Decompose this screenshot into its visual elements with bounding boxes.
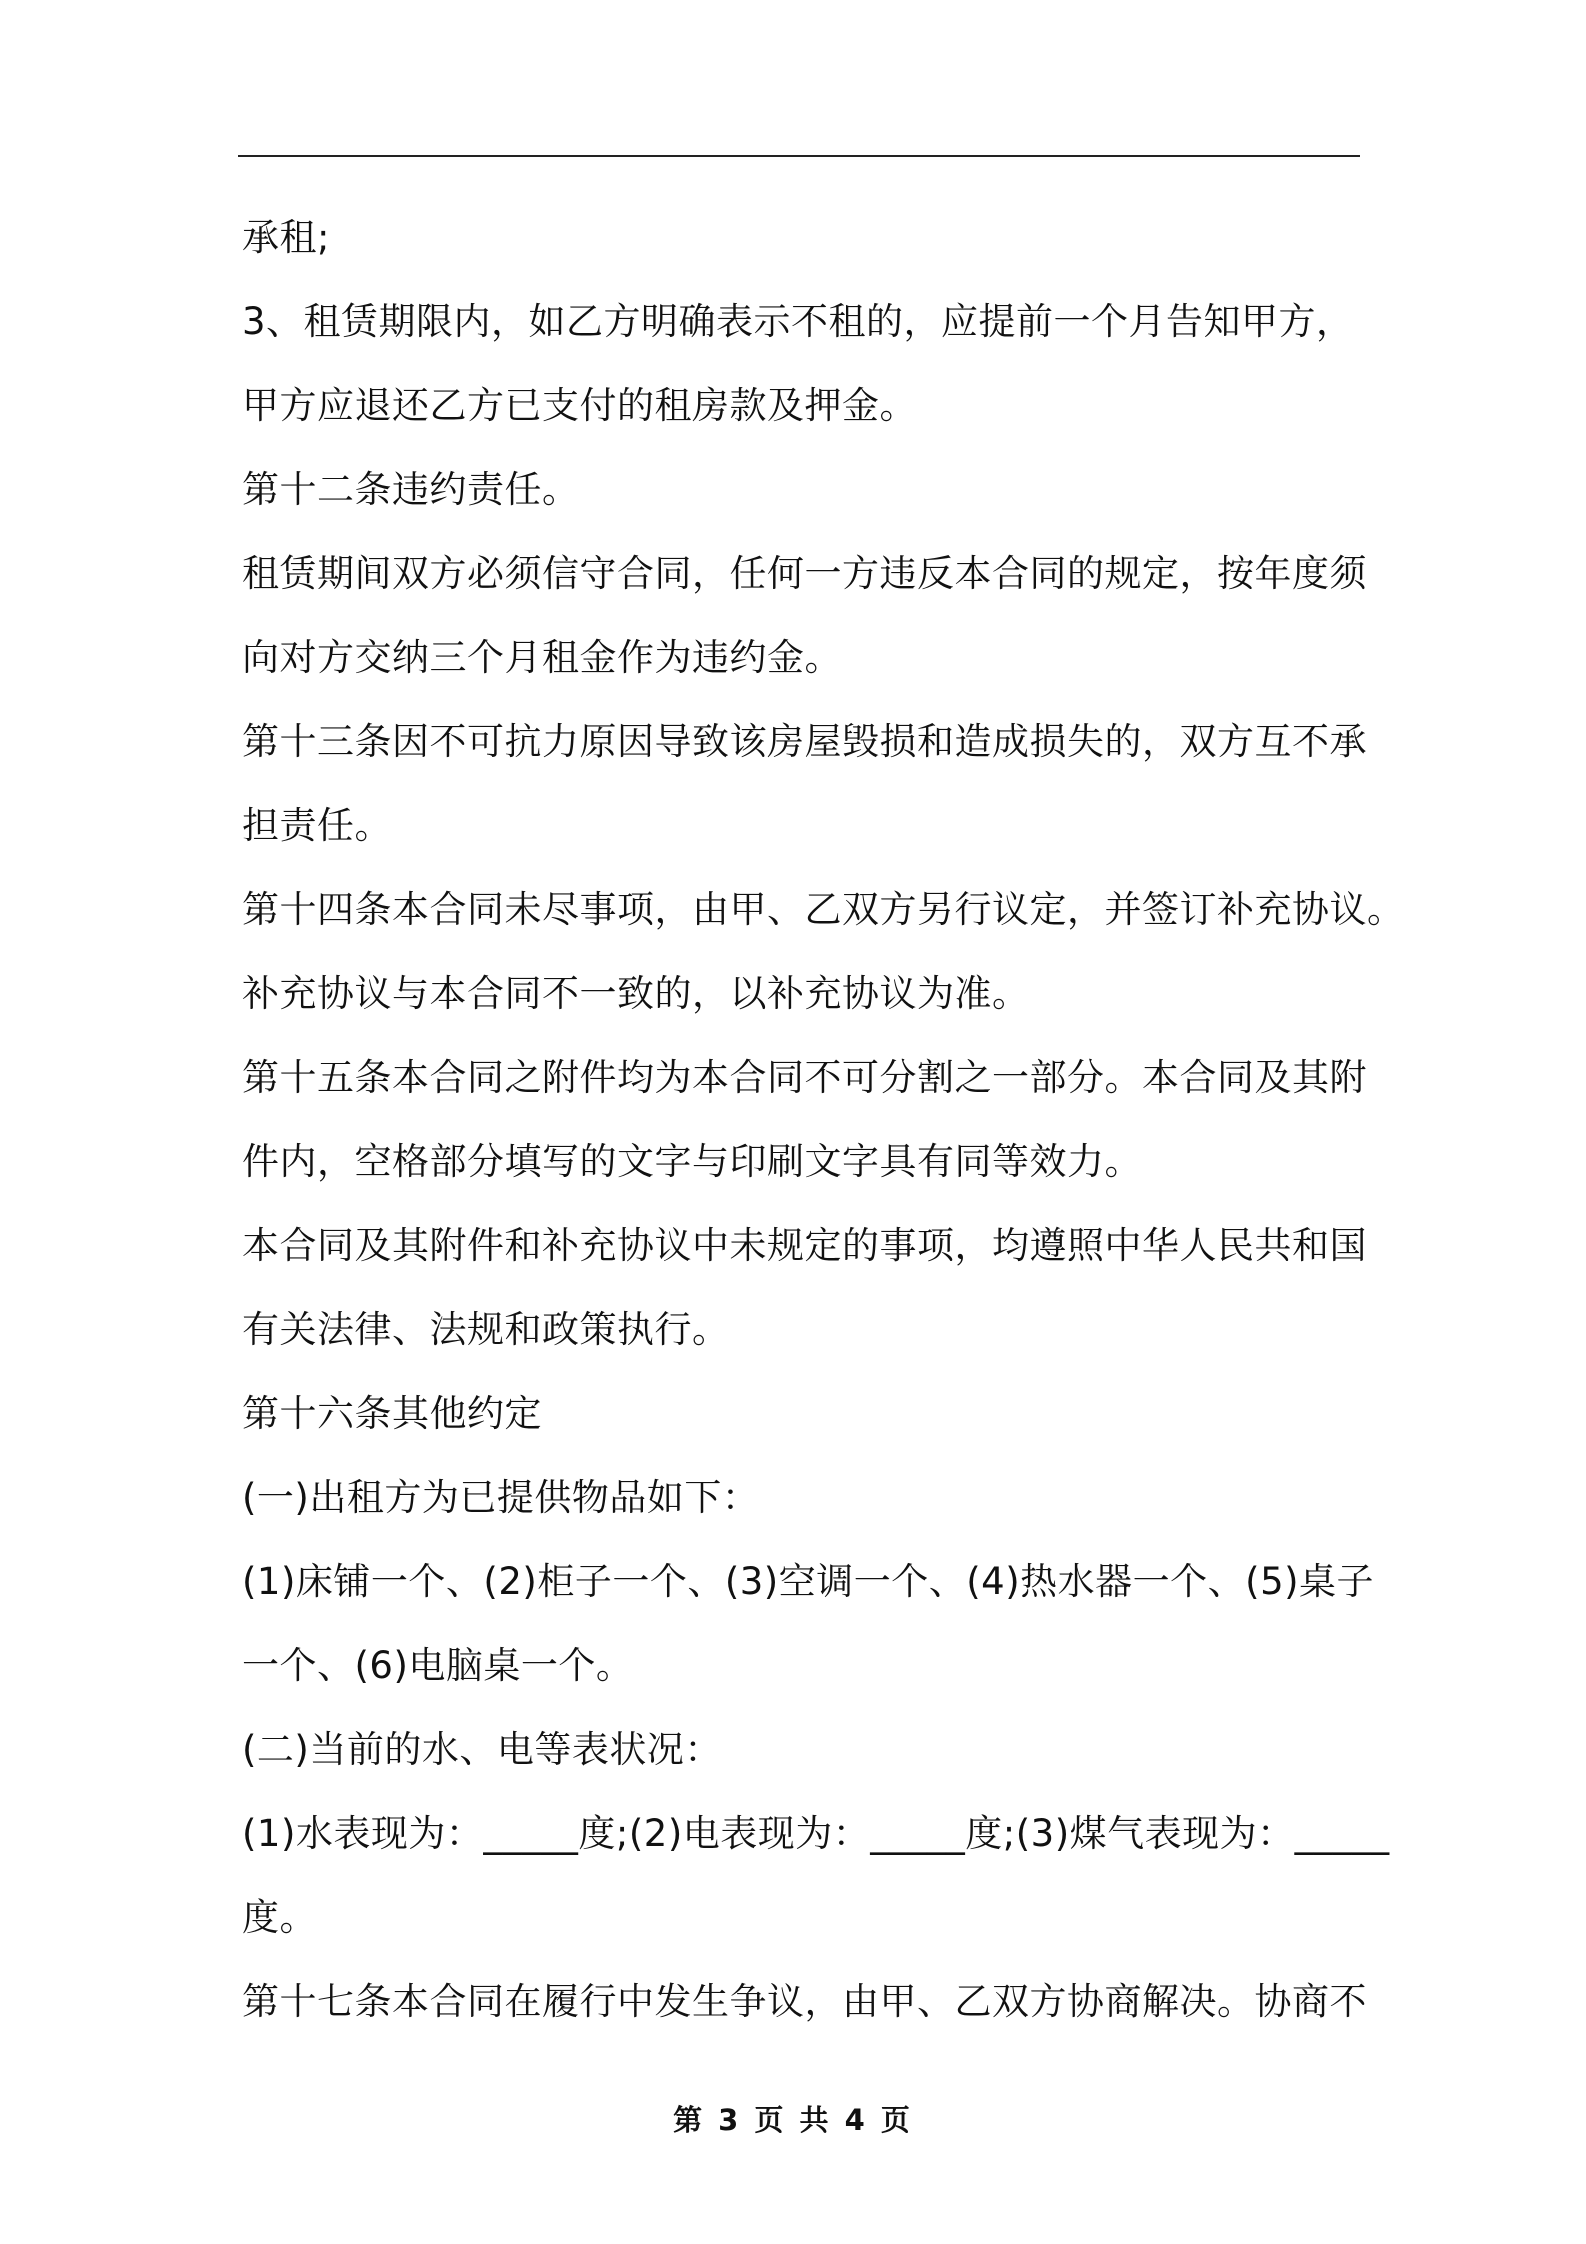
text-line: 一个、(6)电脑桌一个。 — [242, 1644, 634, 1687]
text-line: 甲方应退还乙方已支付的租房款及押金。 — [242, 384, 917, 427]
text-line: 第十四条本合同未尽事项，由甲、乙双方另行议定，并签订补充协议。 — [242, 888, 1405, 931]
text-line: (1)床铺一个、(2)柜子一个、(3)空调一个、(4)热水器一个、(5)桌子 — [242, 1560, 1375, 1603]
text-line: 第十二条违约责任。 — [242, 468, 580, 511]
text-line: 第十七条本合同在履行中发生争议，由甲、乙双方协商解决。协商不 — [242, 1980, 1367, 2023]
text-line: 第十三条因不可抗力原因导致该房屋毁损和造成损失的，双方互不承 — [242, 720, 1367, 763]
text-line: 第十五条本合同之附件均为本合同不可分割之一部分。本合同及其附 — [242, 1056, 1367, 1099]
text-line: (一)出租方为已提供物品如下： — [242, 1476, 760, 1519]
document-body — [242, 196, 1405, 2044]
text-line: 承租; — [242, 216, 330, 259]
page-number: 第 3 页 共 4 页 — [673, 2103, 913, 2137]
text-line: (1)水表现为：_____度;(2)电表现为：_____度;(3)煤气表现为：_____ — [242, 1812, 1390, 1855]
text-line: 本合同及其附件和补充协议中未规定的事项，均遵照中华人民共和国 — [242, 1224, 1367, 1267]
text-line: 补充协议与本合同不一致的，以补充协议为准。 — [242, 972, 1030, 1015]
text-line: 租赁期间双方必须信守合同，任何一方违反本合同的规定，按年度须 — [242, 552, 1367, 595]
text-line: 度。 — [242, 1896, 317, 1939]
text-line: 3、租赁期限内，如乙方明确表示不租的，应提前一个月告知甲方， — [242, 300, 1354, 343]
text-line: 有关法律、法规和政策执行。 — [242, 1308, 730, 1351]
text-line: 件内，空格部分填写的文字与印刷文字具有同等效力。 — [242, 1140, 1142, 1183]
text-line: (二)当前的水、电等表状况： — [242, 1728, 722, 1771]
header-rule — [238, 155, 1360, 157]
text-line: 第十六条其他约定 — [242, 1392, 542, 1435]
text-line: 向对方交纳三个月租金作为违约金。 — [242, 636, 842, 679]
text-line: 担责任。 — [242, 804, 392, 847]
